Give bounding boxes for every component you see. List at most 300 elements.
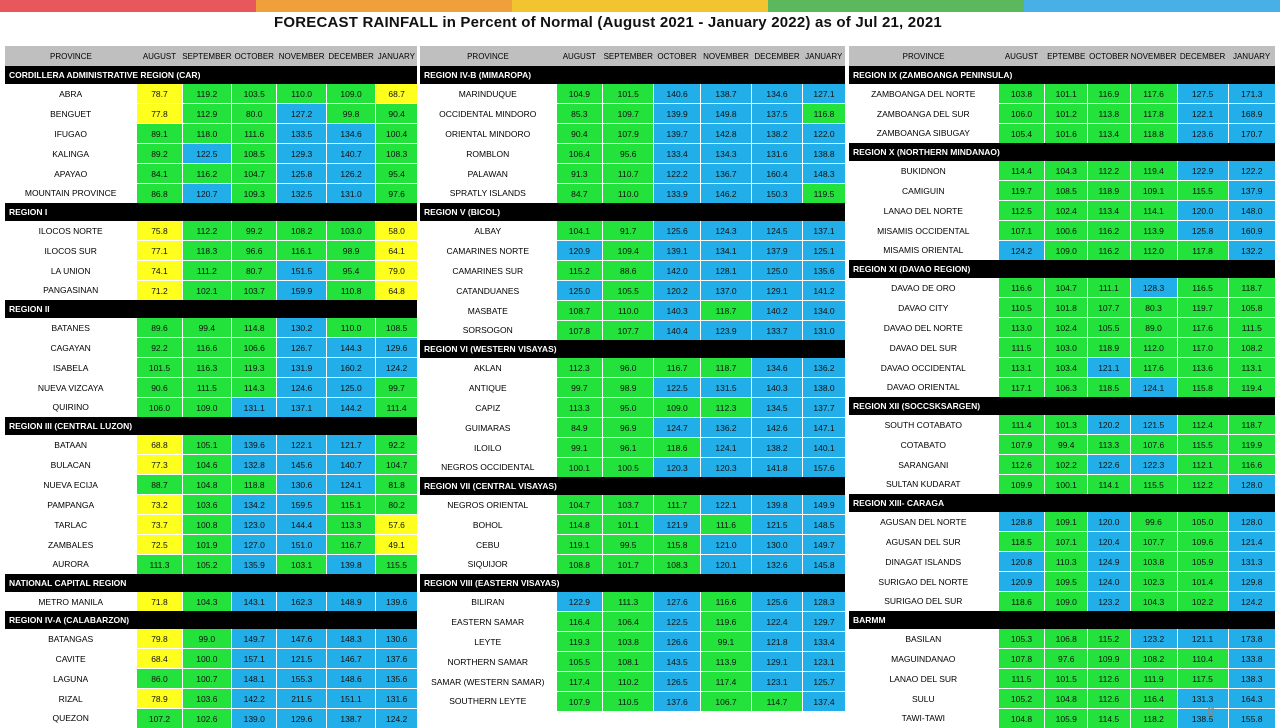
province-name: AGUSAN DEL NORTE [849, 512, 998, 532]
province-name: CAMARINES SUR [420, 261, 556, 281]
rainfall-value-cell: 49.1 [376, 535, 417, 555]
province-name: BILIRAN [420, 592, 556, 612]
rainfall-value-cell: 129.6 [376, 338, 417, 358]
rainfall-value-cell: 104.9 [556, 84, 603, 104]
rainfall-value-cell: 134.6 [326, 124, 375, 144]
rainfall-value-cell: 110.5 [603, 692, 654, 712]
rainfall-value-cell: 109.0 [326, 84, 375, 104]
rainfall-value-cell: 119.4 [1228, 378, 1275, 398]
rainfall-value-cell: 122.1 [1177, 104, 1228, 124]
header-month: NOVEMBER [277, 46, 326, 66]
rainfall-value-cell: 112.6 [1088, 689, 1131, 709]
rainfall-value-cell: 107.8 [998, 649, 1045, 669]
rainfall-value-cell: 119.2 [182, 84, 231, 104]
rainfall-value-cell: 109.0 [1045, 241, 1088, 261]
rainfall-value-cell: 120.0 [1088, 512, 1131, 532]
rainfall-value-cell: 140.3 [654, 301, 701, 321]
rainfall-value-cell: 123.1 [803, 652, 846, 672]
rainfall-value-cell: 141.2 [803, 281, 846, 301]
rainfall-value-cell: 134.0 [803, 301, 846, 321]
rainfall-value-cell: 109.3 [232, 184, 277, 204]
rainfall-value-cell: 121.0 [701, 535, 752, 555]
rainfall-value-cell: 105.1 [182, 435, 231, 455]
rainfall-value-cell: 133.5 [277, 124, 326, 144]
rainfall-value-cell: 110.0 [603, 184, 654, 204]
rainfall-value-cell: 137.0 [701, 281, 752, 301]
rainfall-value-cell: 88.7 [137, 475, 182, 495]
rainfall-value-cell: 125.1 [803, 241, 846, 261]
table-row [849, 84, 1275, 104]
province-name: AURORA [5, 555, 137, 575]
region-header-row [5, 574, 417, 592]
rainfall-value-cell: 85.3 [556, 104, 603, 124]
rainfall-value-cell: 120.7 [182, 184, 231, 204]
rainfall-value-cell: 140.3 [752, 378, 803, 398]
province-name: NUEVA VIZCAYA [5, 378, 137, 398]
province-name: ZAMBOANGA DEL NORTE [849, 84, 998, 104]
region-name: REGION VI (WESTERN VISAYAS) [420, 340, 845, 358]
province-name: ZAMBOANGA SIBUGAY [849, 124, 998, 144]
region-header-row [420, 574, 845, 592]
rainfall-value-cell: 148.9 [326, 592, 375, 611]
table-row [420, 652, 845, 672]
province-name: MISAMIS OCCIDENTAL [849, 221, 998, 241]
rainfall-value-cell: 124.1 [1130, 378, 1177, 398]
rainfall-value-cell: 103.8 [603, 632, 654, 652]
table-row [420, 555, 845, 575]
rainfall-value-cell: 110.4 [1177, 649, 1228, 669]
rainfall-value-cell: 125.6 [752, 592, 803, 612]
table-row [849, 104, 1275, 124]
table-row [849, 221, 1275, 241]
rainfall-value-cell: 103.6 [182, 495, 231, 515]
rainfall-value-cell: 118.2 [1130, 709, 1177, 728]
table-row [5, 104, 417, 124]
rainfall-value-cell: 109.0 [182, 398, 231, 418]
rainfall-value-cell: 115.5 [376, 555, 417, 575]
rainfall-value-cell: 126.2 [326, 164, 375, 184]
rainfall-value-cell: 122.0 [803, 124, 846, 144]
province-name: SULTAN KUDARAT [849, 475, 998, 495]
rainfall-value-cell: 109.9 [998, 475, 1045, 495]
header-month: SEPTEMBER [603, 46, 654, 66]
rainfall-value-cell: 101.7 [603, 555, 654, 575]
table-row [849, 455, 1275, 475]
rainfall-value-cell: 102.4 [1045, 201, 1088, 221]
province-name: ROMBLON [420, 144, 556, 164]
province-name: LANAO DEL SUR [849, 669, 998, 689]
rainfall-value-cell: 81.8 [376, 475, 417, 495]
rainfall-value-cell: 113.1 [998, 358, 1045, 378]
rainfall-value-cell: 115.8 [654, 535, 701, 555]
rainfall-value-cell: 136.2 [701, 418, 752, 438]
rainfall-value-cell: 101.1 [1045, 84, 1088, 104]
table-row [5, 629, 417, 649]
rainfall-value-cell: 103.0 [1045, 338, 1088, 358]
rainfall-value-cell: 84.7 [556, 184, 603, 204]
table-row [5, 709, 417, 728]
province-name: ILOCOS NORTE [5, 221, 137, 241]
province-name: EASTERN SAMAR [420, 612, 556, 632]
rainfall-value-cell: 109.7 [603, 104, 654, 124]
table-row [420, 515, 845, 535]
rainfall-value-cell: 113.9 [701, 652, 752, 672]
header-month: EPTEMBE [1045, 46, 1088, 66]
rainfall-value-cell: 138.7 [701, 84, 752, 104]
region-header-row [849, 66, 1275, 84]
province-name: BATANGAS [5, 629, 137, 649]
rainfall-value-cell: 139.6 [232, 435, 277, 455]
rainfall-value-cell: 84.1 [137, 164, 182, 184]
province-name: SPRATLY ISLANDS [420, 184, 556, 204]
header-month: DECEMBER [752, 46, 803, 66]
table-row [849, 378, 1275, 398]
rainfall-value-cell: 157.6 [803, 458, 846, 478]
rainfall-value-cell: 130.6 [376, 629, 417, 649]
rainfall-value-cell: 77.3 [137, 455, 182, 475]
rainfall-value-cell: 119.5 [803, 184, 846, 204]
province-name: SIQUIJOR [420, 555, 556, 575]
rainfall-value-cell: 132.5 [277, 184, 326, 204]
rainfall-value-cell: 140.6 [654, 84, 701, 104]
rainfall-value-cell: 120.9 [556, 241, 603, 261]
table-row [5, 689, 417, 709]
rainfall-value-cell: 151.5 [277, 261, 326, 281]
rainfall-value-cell: 102.2 [1177, 592, 1228, 612]
rainfall-value-cell: 99.8 [326, 104, 375, 124]
rainfall-value-cell: 135.6 [376, 669, 417, 689]
table-row [849, 181, 1275, 201]
rainfall-value-cell: 128.3 [803, 592, 846, 612]
province-name: SORSOGON [420, 321, 556, 341]
table-row [849, 475, 1275, 495]
rainfall-value-cell: 116.6 [998, 278, 1045, 298]
rainfall-value-cell: 109.9 [1088, 649, 1131, 669]
province-name: MAGUINDANAO [849, 649, 998, 669]
table-row [849, 124, 1275, 144]
rainfall-value-cell: 121.9 [654, 515, 701, 535]
rainfall-value-cell: 125.0 [556, 281, 603, 301]
province-name: APAYAO [5, 164, 137, 184]
rainfall-value-cell: 103.6 [182, 689, 231, 709]
table-row [420, 438, 845, 458]
rainfall-value-cell: 131.6 [752, 144, 803, 164]
rainfall-value-cell: 139.8 [752, 495, 803, 515]
header-month: JANUARY [376, 46, 417, 66]
region-name: REGION X (NORTHERN MINDANAO) [849, 143, 1275, 161]
rainfall-value-cell: 109.4 [603, 241, 654, 261]
rainfall-value-cell: 111.3 [603, 592, 654, 612]
rainfall-value-cell: 64.8 [376, 281, 417, 301]
table-row [5, 338, 417, 358]
province-name: CATANDUANES [420, 281, 556, 301]
rainfall-value-cell: 99.6 [1130, 512, 1177, 532]
rainfall-value-cell: 99.4 [1045, 435, 1088, 455]
rainfall-value-cell: 139.9 [654, 104, 701, 124]
rainfall-value-cell: 127.1 [803, 84, 846, 104]
rainfall-value-cell: 90.6 [137, 378, 182, 398]
rainfall-value-cell: 96.1 [603, 438, 654, 458]
rainfall-value-cell: 122.9 [556, 592, 603, 612]
rainfall-table-left [5, 46, 417, 728]
rainfall-value-cell: 118.6 [998, 592, 1045, 612]
rainfall-value-cell: 123.9 [701, 321, 752, 341]
rainfall-value-cell: 75.8 [137, 221, 182, 241]
rainfall-value-cell: 139.6 [376, 592, 417, 611]
rainfall-value-cell: 95.4 [326, 261, 375, 281]
rainfall-value-cell: 143.1 [232, 592, 277, 611]
province-name: ORIENTAL MINDORO [420, 124, 556, 144]
province-name: COTABATO [849, 435, 998, 455]
rainfall-value-cell: 101.5 [137, 358, 182, 378]
rainfall-value-cell: 72.5 [137, 535, 182, 555]
table-row [849, 298, 1275, 318]
rainfall-value-cell: 92.2 [137, 338, 182, 358]
rainfall-value-cell: 119.1 [556, 535, 603, 555]
rainfall-value-cell: 118.7 [701, 358, 752, 378]
rainfall-value-cell: 112.4 [1177, 415, 1228, 435]
province-name: SURIGAO DEL SUR [849, 592, 998, 612]
table-row [5, 398, 417, 418]
province-name: BENGUET [5, 104, 137, 124]
province-name: MOUNTAIN PROVINCE [5, 184, 137, 204]
rainfall-value-cell: 90.4 [376, 104, 417, 124]
rainfall-value-cell: 128.3 [1130, 278, 1177, 298]
rainfall-value-cell: 117.8 [1177, 241, 1228, 261]
rainfall-value-cell: 128.8 [998, 512, 1045, 532]
rainfall-value-cell: 124.3 [701, 221, 752, 241]
rainfall-value-cell: 138.0 [803, 378, 846, 398]
rainfall-value-cell: 119.4 [1130, 161, 1177, 181]
rainfall-value-cell: 113.4 [1088, 124, 1131, 144]
rainfall-value-cell: 116.7 [326, 535, 375, 555]
region-name: REGION XII (SOCCSKSARGEN) [849, 397, 1275, 415]
rainfall-value-cell: 141.8 [752, 458, 803, 478]
table-row [5, 378, 417, 398]
rainfall-value-cell: 160.4 [752, 164, 803, 184]
rainfall-value-cell: 114.8 [556, 515, 603, 535]
rainfall-value-cell: 92.2 [376, 435, 417, 455]
province-name: ALBAY [420, 221, 556, 241]
region-name: REGION IV-B (MIMAROPA) [420, 66, 845, 84]
rainfall-value-cell: 106.6 [232, 338, 277, 358]
table-row [420, 535, 845, 555]
rainfall-value-cell: 110.0 [277, 84, 326, 104]
rainfall-value-cell: 148.3 [326, 629, 375, 649]
rainfall-value-cell: 104.8 [1045, 689, 1088, 709]
rainfall-value-cell: 144.3 [326, 338, 375, 358]
rainfall-value-cell: 77.1 [137, 241, 182, 261]
top-color-segment [768, 0, 1024, 12]
province-name: NEGROS ORIENTAL [420, 495, 556, 515]
rainfall-value-cell: 91.3 [556, 164, 603, 184]
rainfall-value-cell: 115.5 [1130, 475, 1177, 495]
rainfall-value-cell: 111.3 [137, 555, 182, 575]
rainfall-value-cell: 146.7 [326, 649, 375, 669]
rainfall-value-cell: 99.2 [232, 221, 277, 241]
rainfall-value-cell: 121.5 [752, 515, 803, 535]
rainfall-value-cell: 121.5 [277, 649, 326, 669]
rainfall-value-cell: 137.9 [752, 241, 803, 261]
table-row [420, 692, 845, 712]
rainfall-value-cell: 173.8 [1228, 629, 1275, 649]
rainfall-value-cell: 107.6 [1130, 435, 1177, 455]
rainfall-value-cell: 77.8 [137, 104, 182, 124]
rainfall-value-cell: 116.6 [701, 592, 752, 612]
rainfall-value-cell: 104.8 [182, 475, 231, 495]
rainfall-value-cell: 118.6 [654, 438, 701, 458]
province-name: NUEVA ECIJA [5, 475, 137, 495]
table-row [420, 358, 845, 378]
rainfall-value-cell: 137.6 [376, 649, 417, 669]
header-month: DECEMBER [326, 46, 375, 66]
rainfall-value-cell: 160.2 [326, 358, 375, 378]
rainfall-value-cell: 103.8 [1130, 552, 1177, 572]
rainfall-value-cell: 105.2 [182, 555, 231, 575]
rainfall-value-cell: 142.0 [654, 261, 701, 281]
rainfall-value-cell: 116.6 [1228, 455, 1275, 475]
rainfall-value-cell: 124.1 [326, 475, 375, 495]
rainfall-value-cell: 116.7 [654, 358, 701, 378]
rainfall-value-cell: 108.3 [654, 555, 701, 575]
rainfall-value-cell: 120.8 [998, 552, 1045, 572]
rainfall-value-cell: 118.5 [998, 532, 1045, 552]
table-row [849, 201, 1275, 221]
rainfall-value-cell: 112.5 [998, 201, 1045, 221]
region-name: REGION II [5, 300, 417, 318]
rainfall-value-cell: 110.8 [326, 281, 375, 301]
rainfall-value-cell: 95.4 [376, 164, 417, 184]
rainfall-value-cell: 97.6 [1045, 649, 1088, 669]
table-row [849, 649, 1275, 669]
rainfall-value-cell: 106.0 [998, 104, 1045, 124]
rainfall-value-cell: 121.5 [1130, 415, 1177, 435]
table-row [5, 318, 417, 338]
province-name: PANGASINAN [5, 281, 137, 301]
header-month: AUGUST [137, 46, 182, 66]
rainfall-value-cell: 112.2 [1088, 161, 1131, 181]
top-color-segment [256, 0, 512, 12]
table-row [420, 458, 845, 478]
rainfall-value-cell: 109.1 [1130, 181, 1177, 201]
rainfall-value-cell: 137.1 [803, 221, 846, 241]
header-month: AUGUST [998, 46, 1045, 66]
rainfall-value-cell: 155.8 [1228, 709, 1275, 728]
rainfall-value-cell: 111.4 [376, 398, 417, 418]
table-row [5, 515, 417, 535]
rainfall-value-cell: 79.8 [137, 629, 182, 649]
rainfall-value-cell: 104.7 [376, 455, 417, 475]
rainfall-value-cell: 102.3 [1130, 572, 1177, 592]
rainfall-value-cell: 122.3 [1130, 455, 1177, 475]
rainfall-value-cell: 103.7 [603, 495, 654, 515]
table-row [420, 592, 845, 612]
table-row [5, 649, 417, 669]
rainfall-value-cell: 115.8 [1177, 378, 1228, 398]
rainfall-value-cell: 117.4 [701, 672, 752, 692]
region-header-row [420, 66, 845, 84]
rainfall-value-cell: 107.2 [137, 709, 182, 728]
province-name: LANAO DEL NORTE [849, 201, 998, 221]
rainfall-value-cell: 116.8 [803, 104, 846, 124]
rainfall-value-cell: 120.3 [701, 458, 752, 478]
rainfall-value-cell: 155.3 [277, 669, 326, 689]
rainfall-value-cell: 124.1 [701, 438, 752, 458]
rainfall-value-cell: 124.5 [752, 221, 803, 241]
rainfall-value-cell: 134.2 [232, 495, 277, 515]
rainfall-value-cell: 168.9 [1228, 104, 1275, 124]
rainfall-value-cell: 101.5 [603, 84, 654, 104]
rainfall-value-cell: 118.3 [182, 241, 231, 261]
province-name: ISABELA [5, 358, 137, 378]
rainfall-value-cell: 116.1 [277, 241, 326, 261]
rainfall-value-cell: 144.2 [326, 398, 375, 418]
rainfall-value-cell: 113.1 [1228, 358, 1275, 378]
rainfall-value-cell: 100.1 [556, 458, 603, 478]
rainfall-value-cell: 130.6 [277, 475, 326, 495]
rainfall-value-cell: 122.1 [701, 495, 752, 515]
province-name: DAVAO DEL SUR [849, 338, 998, 358]
table-row [420, 632, 845, 652]
rainfall-value-cell: 111.1 [1088, 278, 1131, 298]
province-name: PAMPANGA [5, 495, 137, 515]
rainfall-value-cell: 107.7 [1088, 298, 1131, 318]
rainfall-value-cell: 128.0 [1228, 512, 1275, 532]
rainfall-value-cell: 116.5 [1177, 278, 1228, 298]
rainfall-value-cell: 90.4 [556, 124, 603, 144]
rainfall-value-cell: 111.5 [998, 669, 1045, 689]
rainfall-value-cell: 133.4 [654, 144, 701, 164]
rainfall-value-cell: 136.7 [701, 164, 752, 184]
rainfall-value-cell: 120.0 [1177, 201, 1228, 221]
region-name: REGION XI (DAVAO REGION) [849, 260, 1275, 278]
rainfall-value-cell: 114.7 [752, 692, 803, 712]
rainfall-value-cell: 142.2 [232, 689, 277, 709]
rainfall-value-cell: 110.5 [998, 298, 1045, 318]
table-row [849, 629, 1275, 649]
table-row [420, 164, 845, 184]
table-header-row [5, 46, 417, 66]
rainfall-value-cell: 171.3 [1228, 84, 1275, 104]
rainfall-value-cell: 109.0 [1045, 592, 1088, 612]
top-color-bar [0, 0, 1280, 12]
rainfall-value-cell: 121.7 [326, 435, 375, 455]
rainfall-value-cell: 113.3 [326, 515, 375, 535]
rainfall-value-cell: 117.0 [1177, 338, 1228, 358]
rainfall-value-cell: 98.9 [603, 378, 654, 398]
table-row [5, 669, 417, 689]
rainfall-value-cell: 149.7 [803, 535, 846, 555]
rainfall-value-cell: 128.1 [701, 261, 752, 281]
rainfall-value-cell: 80.0 [232, 104, 277, 124]
table-row [849, 532, 1275, 552]
rainfall-value-cell: 105.5 [603, 281, 654, 301]
table-row [849, 572, 1275, 592]
rainfall-value-cell: 99.5 [603, 535, 654, 555]
rainfall-value-cell: 101.3 [1045, 415, 1088, 435]
rainfall-value-cell: 58.0 [376, 221, 417, 241]
rainfall-value-cell: 108.2 [1130, 649, 1177, 669]
rainfall-value-cell: 109.6 [1177, 532, 1228, 552]
rainfall-value-cell: 111.9 [1130, 669, 1177, 689]
rainfall-value-cell: 164.3 [1228, 689, 1275, 709]
rainfall-value-cell: 110.2 [603, 672, 654, 692]
region-header-row [5, 300, 417, 318]
rainfall-value-cell: 104.3 [182, 592, 231, 611]
rainfall-value-cell: 107.8 [556, 321, 603, 341]
rainfall-value-cell: 108.8 [556, 555, 603, 575]
region-name: REGION XIII- CARAGA [849, 494, 1275, 512]
